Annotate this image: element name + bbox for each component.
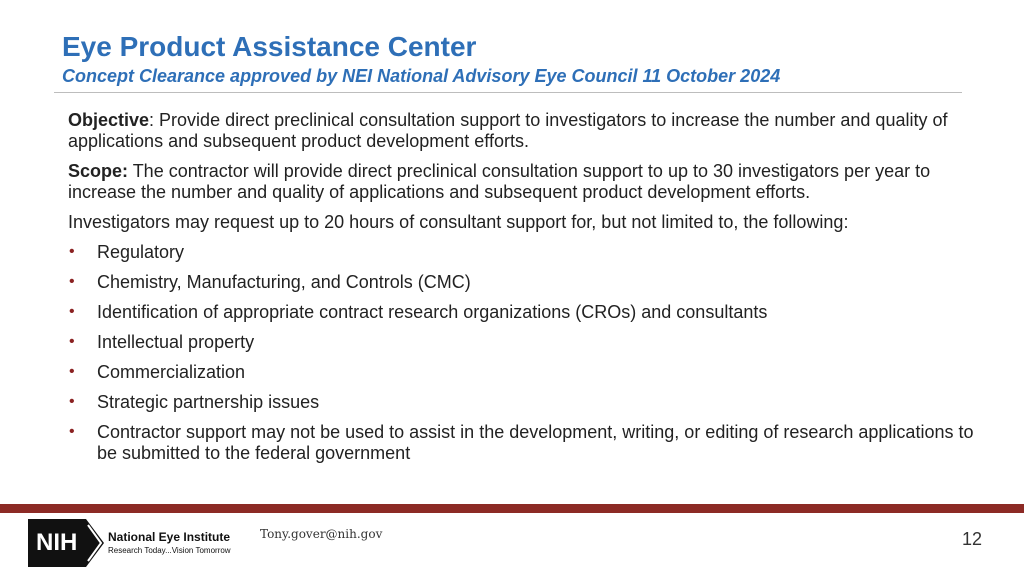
list-item [68, 332, 980, 353]
bullet-icon: • [69, 393, 75, 410]
bullet-icon: • [69, 273, 75, 290]
bullet-icon: • [69, 333, 75, 350]
bullet-icon: • [69, 303, 75, 320]
intro-paragraph: Investigators may request up to 20 hours of consultant support for, but not limited to, the following: [68, 212, 849, 232]
list-item-text: Regulatory [97, 242, 185, 262]
footer-accent-bar [0, 504, 1024, 513]
objective-label: Objective [68, 110, 150, 130]
institute-tagline: Research Today...Vision Tomorrow [108, 545, 231, 555]
list-item [68, 362, 980, 383]
list-item [68, 392, 980, 413]
bullet-icon: • [69, 363, 75, 380]
nih-logo-mark [28, 519, 104, 567]
contact-email: Tony.gover@nih.gov [260, 527, 383, 541]
slide-body [68, 110, 980, 473]
slide-title: Eye Product Assistance Center [62, 31, 477, 62]
objective-paragraph [68, 110, 980, 152]
list-item-text: Contractor support may not be used to assist in the development, writing, or editing of research applications to be submitted to the federal government [97, 422, 974, 463]
list-item-text: Identification of appropriate contract research organizations (CROs) and consultants [97, 302, 768, 322]
list-item-text: Strategic partnership issues [97, 392, 320, 412]
title-divider [54, 92, 962, 93]
scope-paragraph [68, 161, 980, 203]
list-item [68, 422, 980, 464]
nih-logo [28, 519, 231, 567]
scope-label: Scope: [68, 161, 129, 181]
list-item [68, 242, 980, 263]
list-item [68, 302, 980, 323]
list-item [68, 272, 980, 293]
scope-text: The contractor will provide direct preclinical consultation support to up to 30 investigators per year to increase the number and quality of applications and subsequent product development efforts. [68, 161, 931, 202]
list-item-text: Commercialization [97, 362, 246, 382]
bullet-icon: • [69, 423, 75, 440]
list-item-text: Intellectual property [97, 332, 255, 352]
objective-text: : Provide direct preclinical consultation support to investigators to increase the number and quality of applications and subsequent product development efforts. [68, 110, 948, 151]
nih-logo-text: NIH [36, 529, 78, 556]
institute-wordmark [108, 530, 231, 557]
support-list [68, 242, 980, 464]
institute-name: National Eye Institute [108, 529, 231, 544]
page-number: 12 [962, 529, 983, 549]
list-item-text: Chemistry, Manufacturing, and Controls (CMC) [97, 272, 471, 292]
bullet-icon: • [69, 243, 75, 260]
slide-subtitle: Concept Clearance approved by NEI National Advisory Eye Council 11 October 2024 [62, 66, 781, 86]
